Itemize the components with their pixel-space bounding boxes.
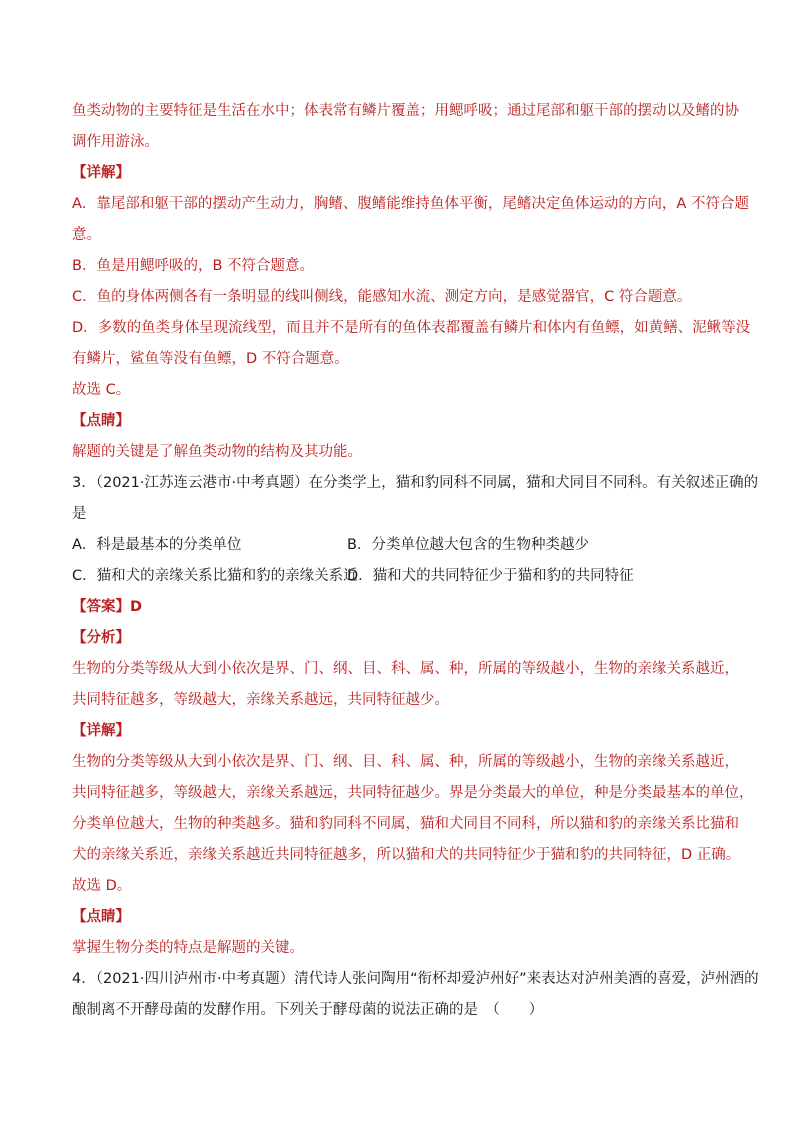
q3-option-b: B．分类单位越大包含的生物种类越少 xyxy=(347,537,589,553)
q2-detail-line-5: D．多数的鱼类身体呈现流线型，而且并不是所有的鱼体表都覆盖有鳞片和体内有鱼鳔，如黄鳝、泥鳅等没 xyxy=(72,320,751,336)
q2-detail-line-3: B．鱼是用鳃呼吸的，B 不符合题意。 xyxy=(72,258,315,274)
q3-options-row-2 xyxy=(72,561,722,592)
q3-detail-line-1: 生物的分类等级从大到小依次是界、门、纲、目、科、属、种，所属的等级越小，生物的亲缘关系越近， xyxy=(72,754,739,770)
q2-detail-line-4: C．鱼的身体两侧各有一条明显的线叫侧线，能感知水流、测定方向，是感觉器官，C 符合题意。 xyxy=(72,289,692,305)
q2-analysis-line-1: 鱼类动物的主要特征是生活在水中；体表常有鳞片覆盖；用鳃呼吸；通过尾部和躯干部的摆动以及鳍的协 xyxy=(72,103,739,119)
q4-stem-line-2: 酿制离不开酵母菌的发酵作用。下列关于酵母菌的说法正确的是 （ ） xyxy=(72,1002,544,1018)
q2-detail-line-1: A．靠尾部和躯干部的摆动产生动力，胸鳍、腹鳍能维持鱼体平衡，尾鳍决定鱼体运动的方向，A 不符合题 xyxy=(72,196,749,212)
q3-stem-line-1: 3．（2021·江苏连云港市·中考真题）在分类学上，猫和豹同科不同属，猫和犬同目不同科。有关叙述正确的 xyxy=(72,475,759,491)
document-page xyxy=(72,96,759,1026)
q3-option-c: C．猫和犬的亲缘关系比猫和豹的亲缘关系近 xyxy=(72,568,358,584)
q3-answer: 【答案】D xyxy=(72,599,143,615)
q3-stem-line-2: 是 xyxy=(72,506,87,522)
q3-analysis-line-2: 共同特征越多，等级越大，亲缘关系越远，共同特征越少。 xyxy=(72,692,449,708)
q3-detail-tag: 【详解】 xyxy=(72,723,130,739)
q3-option-d: D．猫和犬的共同特征少于猫和豹的共同特征 xyxy=(347,568,634,584)
q2-detail-line-6: 有鳞片，鲨鱼等没有鱼鳔，D 不符合题意。 xyxy=(72,351,349,367)
q3-analysis-tag: 【分析】 xyxy=(72,630,130,646)
q3-point-tag: 【点睛】 xyxy=(72,909,130,925)
q3-option-a: A．科是最基本的分类单位 xyxy=(72,537,242,553)
q2-point-tag: 【点睛】 xyxy=(72,413,130,429)
q3-options-row-1 xyxy=(72,530,722,561)
q3-point-text: 掌握生物分类的特点是解题的关键。 xyxy=(72,940,304,956)
q2-detail-line-7: 故选 C。 xyxy=(72,382,131,398)
q2-analysis-line-2: 调作用游泳。 xyxy=(72,134,159,150)
q3-analysis-line-1: 生物的分类等级从大到小依次是界、门、纲、目、科、属、种，所属的等级越小，生物的亲缘关系越近， xyxy=(72,661,739,677)
q3-detail-line-2: 共同特征越多，等级越大，亲缘关系越远，共同特征越少。界是分类最大的单位，种是分类最基本的单位， xyxy=(72,785,754,801)
q2-point-text: 解题的关键是了解鱼类动物的结构及其功能。 xyxy=(72,444,362,460)
q3-detail-line-4: 犬的亲缘关系近，亲缘关系越近共同特征越多，所以猫和犬的共同特征少于猫和豹的共同特征，D 正确。 xyxy=(72,847,741,863)
q3-detail-line-3: 分类单位越大，生物的种类越多。猫和豹同科不同属，猫和犬同目不同科，所以猫和豹的亲缘关系比猫和 xyxy=(72,816,739,832)
q2-detail-tag: 【详解】 xyxy=(72,165,130,181)
q2-detail-line-2: 意。 xyxy=(72,227,101,243)
q4-stem-line-1: 4．（2021·四川泸州市·中考真题）清代诗人张问陶用“衔杯却爱泸州好”来表达对泸州美酒的喜爱，泸州酒的 xyxy=(72,971,759,987)
q3-detail-line-5: 故选 D。 xyxy=(72,878,132,894)
